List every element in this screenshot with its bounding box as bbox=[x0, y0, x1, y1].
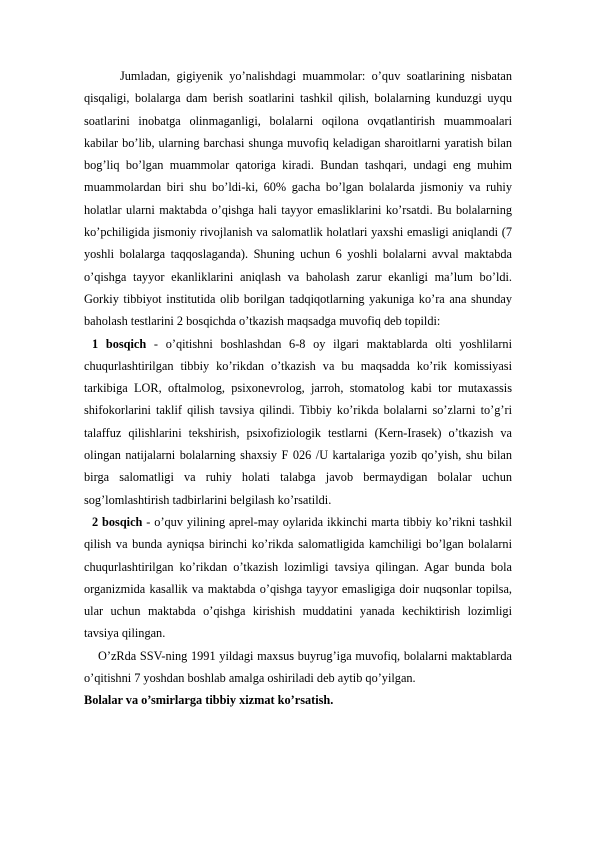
stage1-text: - o’qitishni boshlashdan 6-8 oy ilgari maktablarda olti yoshlilarni chuqurlashtirilgan tibbiy ko’rikdan o’tkazish va bu maqsadda ko’rik komissiyasi tarkibiga LOR, oftalmolog, psixonevrolog, jarroh, stomatolog kabi tor mutaxassis shifokorlarini taklif qilish tavsiya qilindi. Tibbiy ko’rikda bolalarni so’zlarni to’g’ri talaffuz qilishlarini tekshirish, psixofiziologik testlarni (Kern-Irasek) o’tkazish va olingan natijalarni bolalarning shaxsiy F 026 /U kartalariga yozib qo’yish, shu bilan birga salomatligi va ruhiy holati talabga javob bermaydigan bolalar uchun sog’lomlashtirish tadbirlarini belgilash ko’rsatildi. bbox=[84, 336, 512, 507]
stage1-label: 1 bosqich bbox=[92, 336, 147, 351]
stage1-paragraph bbox=[84, 333, 512, 511]
intro-paragraph: Jumladan, gigiyenik yo’nalishdagi muammolar: o’quv soatlarining nisbatan qisqaligi, bolalarga dam berish soatlarini tashkil qilish, bolalarning kunduzgi uyqu soatlarini inobatga olinmaganligi, bolalarni oqilona ovqatlantirish muammoalari kabilar bo’lib, ularning barchasi shunga muvofiq keladigan sharoitlarni yaratish bilan bog’liq bo’lgan muammolar qatoriga kiradi. Bundan tashqari, undagi eng muhim muammolardan biri shu bo’ldi-ki, 60% gacha bo’lgan bolalarda jismoniy va ruhiy holatlar ularni maktabda o’qishga hali tayyor emasliklarini ko’rsatdi. Bu bolalarning ko’pchiligida jismoniy rivojlanish va salomatlik holatlari yaxshi emasligi aniqlandi (7 yoshli bolalarga taqqoslaganda). Shuning uchun 6 yoshli bolalarni avval maktabda o’qishga tayyor ekanliklarini aniqlash va baholash zarur ekanligi ma’lum bo’ldi. Gorkiy tibbiyot institutida olib borilgan tadqiqotlarning yakuniga ko’ra ana shunday baholash testlarini 2 bosqichda o’tkazish maqsadga muvofiq deb topildi: bbox=[84, 69, 512, 329]
stage2-label: 2 bosqich bbox=[92, 514, 143, 529]
decree-paragraph: O’zRda SSV-ning 1991 yildagi maxsus buyrug’iga muvofiq, bolalarni maktablarda o’qitishni 7 yoshdan boshlab amalga oshiriladi deb aytib qo’yilgan. bbox=[84, 648, 512, 686]
stage2-text: - o’quv yilining aprel-may oylarida ikkinchi marta tibbiy ko’rikni tashkil qilish va bunda ayniqsa birinchi ko’rikda salomatligida kamchiligi bo’lgan bolalarni chuqurlashtirilgan ko’rikdan o’tkazish lozimligi tavsiya qilingan. Agar bunda bola organizmida kasallik va maktabda o’qishga tayyor emasligiga doir nuqsonlar topilsa, ular uchun maktabda o’qishga kirishish muddatini yanada kechiktirish lozimligi tavsiya qilingan. bbox=[84, 514, 512, 641]
section-heading: Bolalar va o’smirlarga tibbiy xizmat ko’rsatish. bbox=[84, 693, 334, 708]
document-page bbox=[84, 65, 512, 712]
stage2-paragraph bbox=[84, 511, 512, 645]
